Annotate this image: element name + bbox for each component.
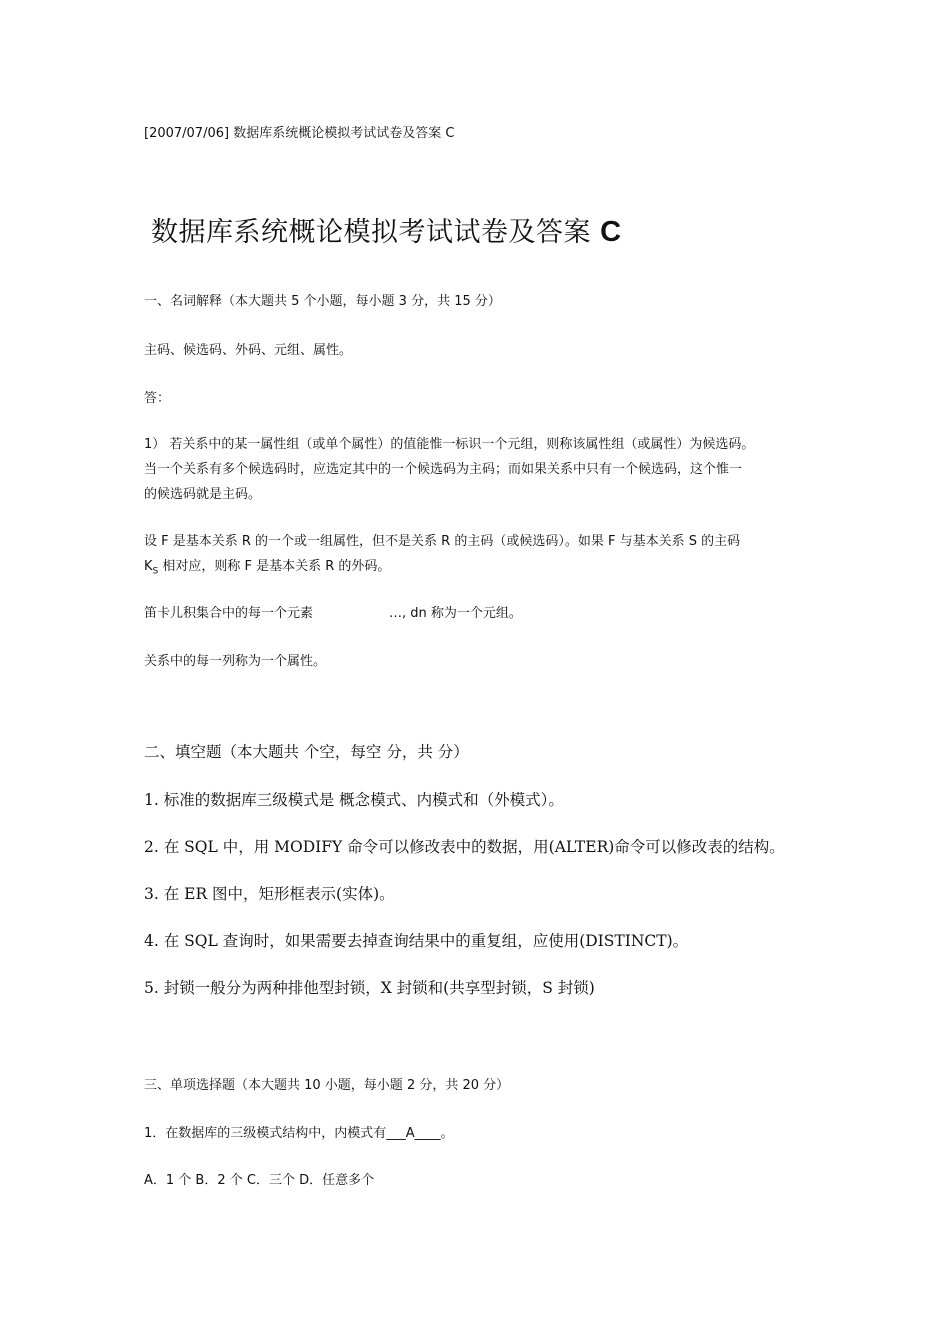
answer2-line2-text: 相对应，则称 F 是基本关系 R 的外码。: [158, 559, 391, 574]
answer3-part2: …, dn 称为一个元组。: [389, 606, 522, 621]
page-title: [151, 210, 622, 249]
answer2-line2: [144, 555, 390, 577]
section1-heading: 一、名词解释（本大题共 5 个小题，每小题 3 分，共 15 分）: [144, 294, 501, 309]
title-main: 数据库系统概论模拟考试试卷及答案: [151, 217, 591, 248]
ks-subscript: S: [152, 566, 159, 577]
fill-item-5: 5. 封锁一般分为两种排他型封锁，X 封锁和(共享型封锁，S 封锁): [144, 979, 595, 997]
section3-heading: 三、单项选择题（本大题共 10 小题，每小题 2 分，共 20 分）: [144, 1078, 510, 1093]
ks-symbol: K: [144, 559, 153, 574]
choice-options-1: A．1 个 B．2 个 C．三个 D．任意多个: [144, 1173, 375, 1188]
fill-item-3: 3. 在 ER 图中，矩形框表示(实体)。: [144, 885, 395, 903]
section2-heading: 二、填空题（本大题共 个空，每空 分，共 分）: [144, 743, 469, 761]
fill-item-2: 2. 在 SQL 中，用 MODIFY 命令可以修改表中的数据，用(ALTER)命令可以修改表的结构。: [144, 838, 785, 856]
answer3-part1: 笛卡儿积集合中的每一个元素: [144, 606, 314, 621]
section1-question: 主码、候选码、外码、元组、属性。: [144, 343, 353, 358]
answer1-line2: 当一个关系有多个候选码时，应选定其中的一个候选码为主码；而如果关系中只有一个候选码，这个惟一: [144, 462, 743, 477]
fill-item-1: 1. 标准的数据库三级模式是 概念模式、内模式和（外模式）。: [144, 791, 564, 809]
answer2-line1: 设 F 是基本关系 R 的一个或一组属性，但不是关系 R 的主码（或候选码）。如果 F 与基本关系 S 的主码: [144, 534, 741, 549]
page-header: [2007/07/06] 数据库系统概论模拟考试试卷及答案 C: [144, 126, 455, 141]
answer1-line1: 1） 若关系中的某一属性组（或单个属性）的值能惟一标识一个元组，则称该属性组（或属性）为候选码。: [144, 437, 755, 452]
answer-label: 答：: [144, 391, 171, 406]
choice-question-1: 1．在数据库的三级模式结构中，内模式有___A____。: [144, 1126, 454, 1141]
answer1-line3: 的候选码就是主码。: [144, 487, 262, 502]
answer4: 关系中的每一列称为一个属性。: [144, 654, 327, 669]
fill-item-4: 4. 在 SQL 查询时，如果需要去掉查询结果中的重复组，应使用(DISTINCT)。: [144, 932, 689, 950]
title-suffix: C: [600, 216, 622, 248]
